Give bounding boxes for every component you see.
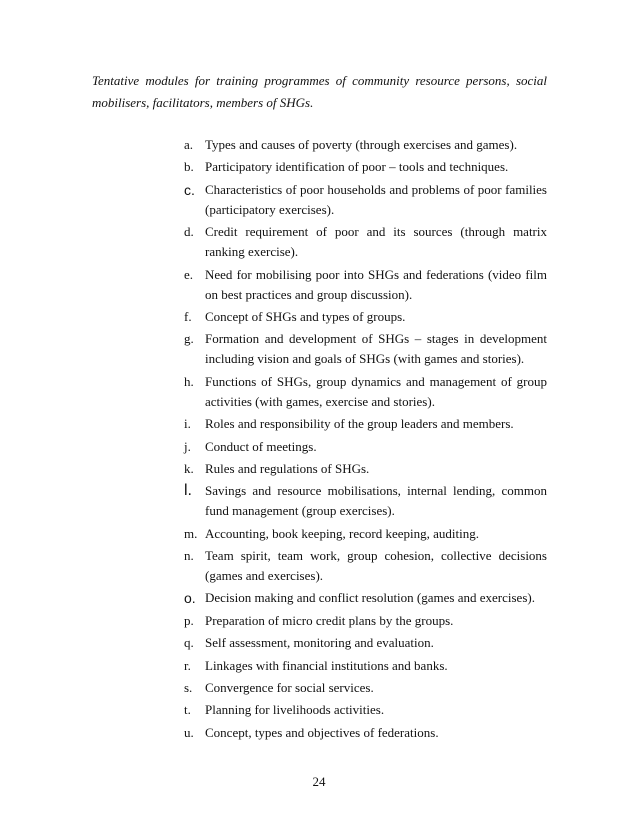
list-marker: f. [184,308,192,324]
list-item [184,546,547,586]
list-item [184,372,547,412]
list-marker: h. [184,373,194,389]
list-item-text: Convergence for social services. [205,680,374,696]
list-marker: s. [184,680,193,696]
list-item [184,459,547,479]
list-marker: b. [184,159,194,175]
list-marker: l. [184,482,192,500]
list-marker: a. [184,137,194,152]
list-marker: c. [184,181,195,198]
modules-list [184,135,547,745]
list-item [184,329,547,369]
list-item [184,135,547,155]
list-marker: o. [184,590,196,607]
list-marker: q. [184,635,194,651]
list-item-text: Formation and development of SHGs – stages in development including vision and goals of SHGs (with games and stories). [205,331,547,367]
section-heading: Tentative modules for training programmes of community resource persons, social mobilisers, facilitators, members of SHGs. [92,73,547,110]
list-item-text: Planning for livelihoods activities. [205,702,385,718]
list-item-text: Need for mobilising poor into SHGs and federations (video film on best practices and group discussion). [205,266,547,302]
list-item [184,700,547,720]
list-item-text: Concept, types and objectives of federations. [205,724,439,740]
list-item [184,157,547,177]
list-item-text: Self assessment, monitoring and evaluation. [205,635,434,651]
list-marker: i. [184,416,191,432]
list-item [184,437,547,457]
list-item-text: Concept of SHGs and types of groups. [205,308,406,324]
list-item-text: Characteristics of poor households and problems of poor families (participatory exercises). [205,181,547,217]
list-item [184,656,547,676]
list-item-text: Participatory identification of poor – tools and techniques. [205,159,509,175]
list-marker: g. [184,331,194,347]
list-item-text: Preparation of micro credit plans by the groups. [205,612,454,628]
list-item [184,588,547,608]
list-marker: k. [184,460,194,476]
list-item-text: Rules and regulations of SHGs. [205,460,370,476]
list-item-text: Linkages with financial institutions and banks. [205,657,448,673]
list-item [184,265,547,305]
list-item [184,222,547,262]
list-item-text: Accounting, book keeping, record keeping, auditing. [205,525,480,541]
list-item-text: Savings and resource mobilisations, internal lending, common fund management (group exercises). [205,483,547,519]
list-item [184,723,547,743]
list-item [184,481,547,521]
list-item-text: Team spirit, team work, group cohesion, collective decisions (games and exercises). [205,548,547,584]
list-marker: j. [184,438,191,454]
list-marker: e. [184,266,194,282]
list-item-text: Functions of SHGs, group dynamics and management of group activities (with games, exercise and stories). [205,373,547,409]
list-marker: t. [184,702,191,718]
list-item [184,307,547,327]
list-item-text: Decision making and conflict resolution (games and exercises). [205,590,535,606]
list-marker: p. [184,612,194,628]
page-number: 24 [312,774,326,789]
list-item [184,414,547,434]
list-marker: m. [184,525,198,541]
list-item [184,524,547,544]
list-item-text: Conduct of meetings. [205,438,317,454]
list-marker: n. [184,548,194,564]
list-marker: u. [184,724,194,740]
list-item [184,180,547,220]
list-marker: r. [184,657,191,673]
list-item-text: Credit requirement of poor and its sources (through matrix ranking exercise). [205,224,547,260]
list-item [184,611,547,631]
list-item [184,678,547,698]
list-item-text: Roles and responsibility of the group leaders and members. [205,416,514,432]
list-marker: d. [184,224,194,240]
list-item-text: Types and causes of poverty (through exercises and games). [205,137,518,152]
list-item [184,633,547,653]
